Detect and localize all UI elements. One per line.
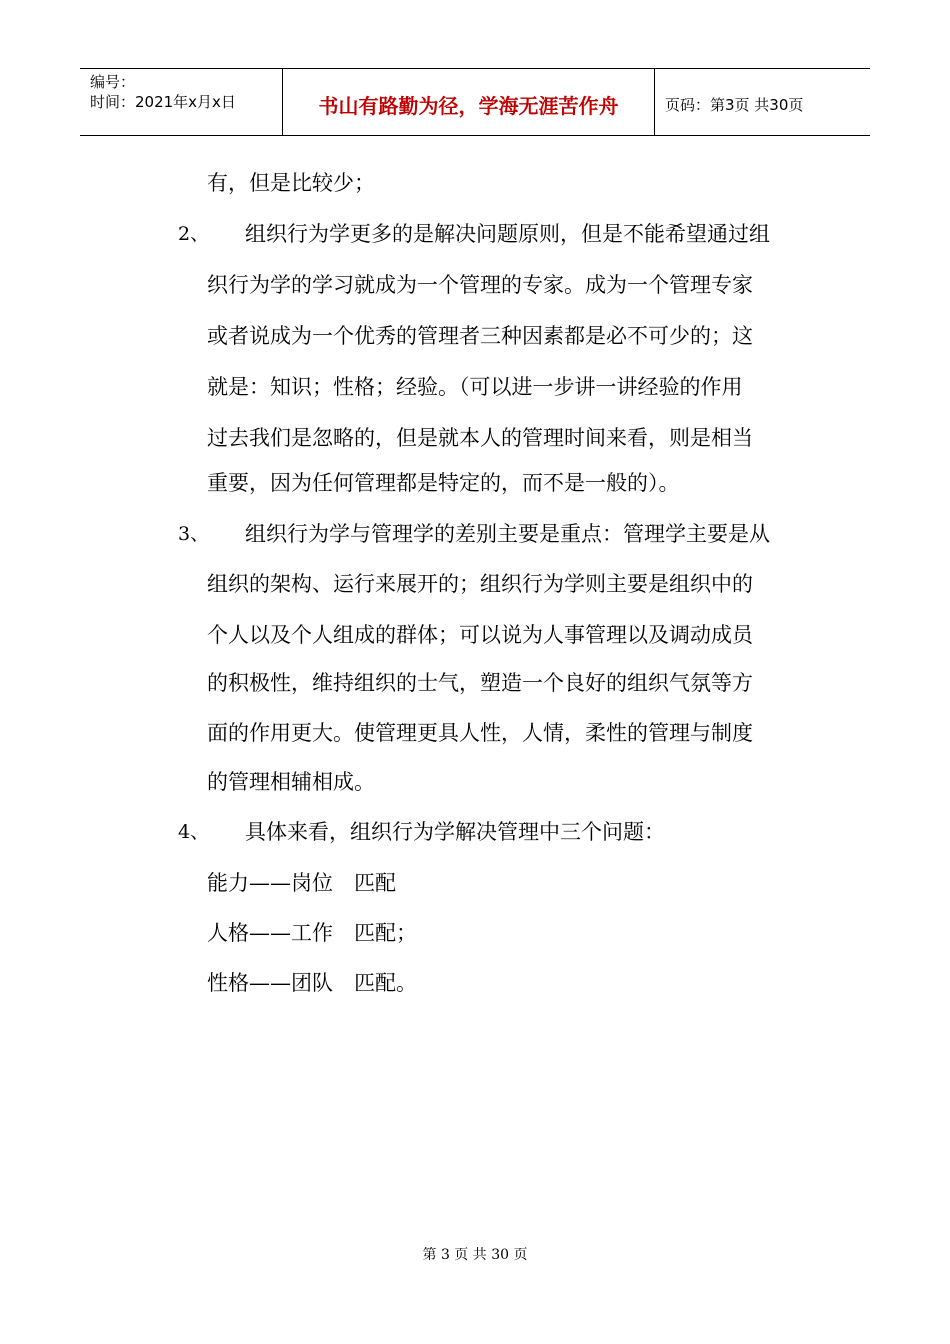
paragraph-line: 个人以及个人组成的群体；可以说为人事管理以及调动成员 bbox=[207, 623, 753, 647]
match-line: 人格——工作 匹配； bbox=[207, 921, 417, 945]
number-label: 编号： bbox=[90, 73, 136, 91]
paragraph-line: 组织行为学与管理学的差别主要是重点：管理学主要是从 bbox=[245, 522, 770, 546]
paragraph-line: 重要，因为任何管理都是特定的，而不是一般的）。 bbox=[207, 471, 680, 495]
paragraph-line: 组织的架构、运行来展开的；组织行为学则主要是组织中的 bbox=[207, 572, 753, 596]
page-footer: 第 3 页 共 30 页 bbox=[422, 1247, 528, 1263]
item-number: 4、 bbox=[178, 821, 210, 843]
match-line: 能力——岗位 匹配 bbox=[207, 871, 396, 895]
header-table bbox=[80, 68, 870, 136]
paragraph-line: 具体来看，组织行为学解决管理中三个问题： bbox=[245, 820, 665, 844]
paragraph-line: 或者说成为一个优秀的管理者三种因素都是必不可少的；这 bbox=[207, 324, 753, 348]
paragraph-line: 的管理相辅相成。 bbox=[207, 770, 375, 794]
header-page-cell bbox=[655, 69, 870, 135]
item-number: 2、 bbox=[178, 223, 210, 245]
match-line: 性格——团队 匹配。 bbox=[207, 971, 417, 995]
paragraph-line: 织行为学的学习就成为一个管理的专家。成为一个管理专家 bbox=[207, 273, 753, 297]
paragraph-line: 组织行为学更多的是解决问题原则，但是不能希望通过组 bbox=[245, 222, 770, 246]
header-left-cell bbox=[80, 69, 282, 135]
paragraph-line: 有，但是比较少； bbox=[207, 171, 375, 195]
paragraph-line: 面的作用更大。使管理更具人性，人情，柔性的管理与制度 bbox=[207, 721, 753, 745]
paragraph-line: 过去我们是忽略的，但是就本人的管理时间来看，则是相当 bbox=[207, 426, 753, 450]
motto-text: 书山有路勤为径，学海无涯苦作舟 bbox=[318, 93, 619, 118]
page-info: 页码：第3页 共30页 bbox=[665, 95, 804, 114]
paragraph-line: 的积极性，维持组织的士气，塑造一个良好的组织气氛等方 bbox=[207, 671, 753, 695]
paragraph-line: 就是：知识；性格；经验。（可以进一步讲一讲经验的作用 bbox=[207, 375, 743, 399]
time-label: 时间：2021年x月x日 bbox=[90, 93, 236, 111]
item-number: 3、 bbox=[178, 523, 210, 545]
header-motto-cell bbox=[282, 69, 655, 135]
